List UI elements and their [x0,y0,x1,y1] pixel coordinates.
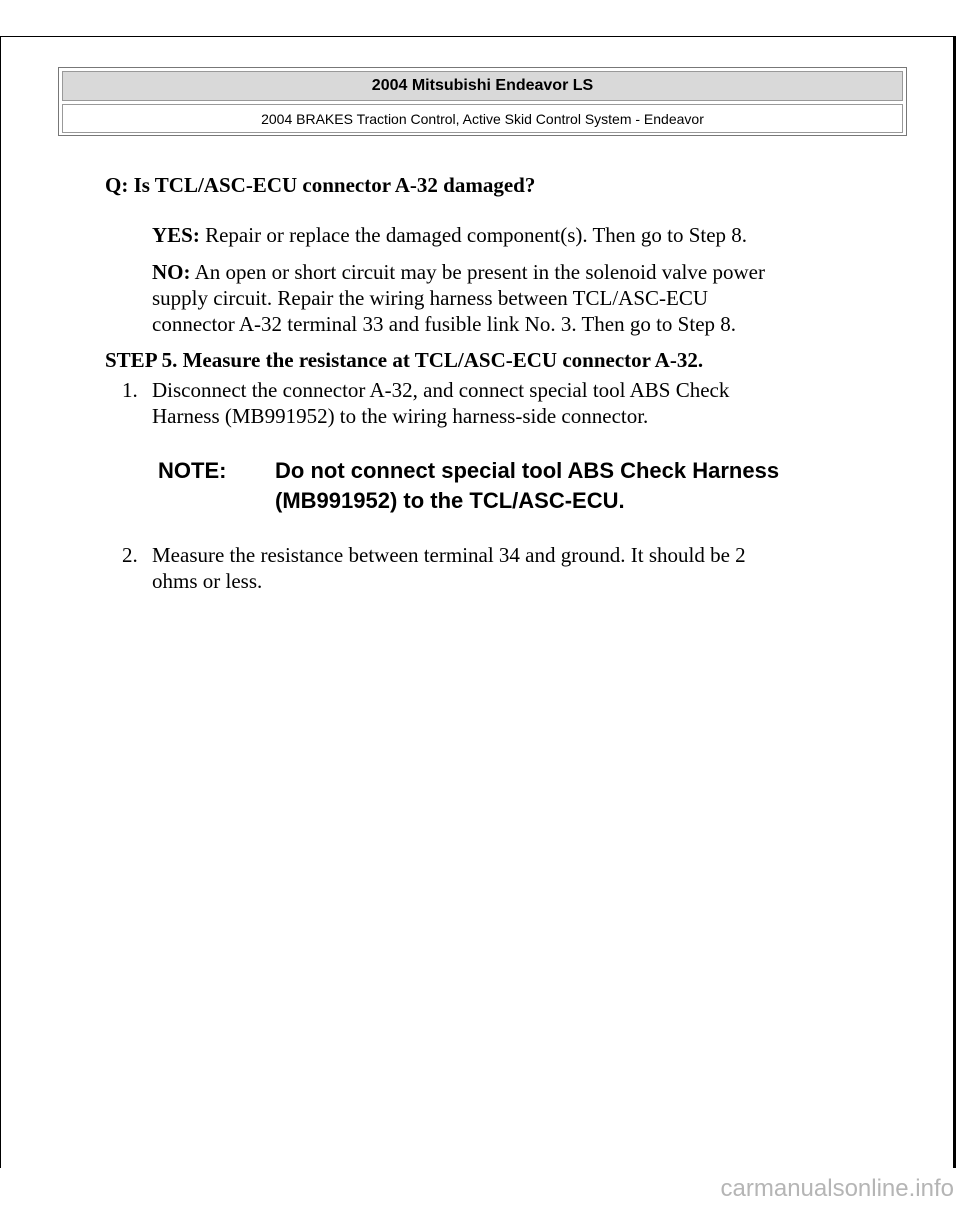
page-frame [0,36,956,1168]
question-heading: Q: Is TCL/ASC-ECU connector A-32 damaged? [105,173,536,197]
step-1-line-1: Disconnect the connector A-32, and connect special tool ABS Check [152,378,730,402]
step-1-line-2: Harness (MB991952) to the wiring harness-side connector. [152,404,649,428]
step-heading: STEP 5. Measure the resistance at TCL/ASC-ECU connector A-32. [105,348,704,372]
watermark-text: carmanualsonline.info [720,1175,954,1202]
no-text-line-3: connector A-32 terminal 33 and fusible link No. 3. Then go to Step 8. [152,312,737,336]
step-2-line-2: ohms or less. [152,569,263,593]
no-answer [152,259,765,285]
note-line-2: (MB991952) to the TCL/ASC-ECU. [275,488,625,513]
no-text-line-2: supply circuit. Repair the wiring harness between TCL/ASC-ECU [152,286,709,310]
no-text-line-1: An open or short circuit may be present in the solenoid valve power [194,260,765,284]
yes-label: YES: [152,223,200,247]
yes-text: Repair or replace the damaged component(s). Then go to Step 8. [205,223,748,247]
step-2-line-1: Measure the resistance between terminal 34 and ground. It should be 2 [152,543,746,567]
step-1-number: 1. [122,378,138,402]
yes-answer [152,222,747,248]
note-line-1: Do not connect special tool ABS Check Harness [275,458,780,483]
no-label: NO: [152,260,191,284]
note-label: NOTE: [158,458,227,483]
header-subtitle: 2004 BRAKES Traction Control, Active Skid Control System - Endeavor [62,104,903,133]
step-2-number: 2. [122,543,138,567]
header-title: 2004 Mitsubishi Endeavor LS [62,71,903,101]
page-footer [0,1168,960,1205]
document-header [58,67,907,136]
